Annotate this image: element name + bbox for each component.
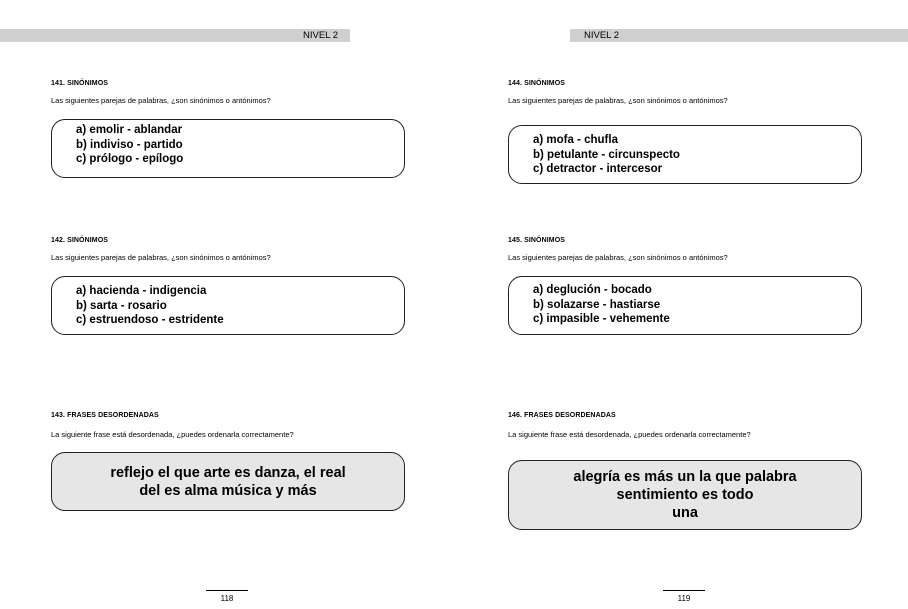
option-c: c) prólogo - epílogo (76, 153, 184, 165)
phrase-line: sentimiento es todo (616, 487, 754, 503)
level-label: NIVEL 2 (303, 30, 339, 41)
option-b: b) solazarse - hastiarse (533, 298, 661, 311)
exercise-145-heading: 145. SINÓNIMOS (508, 237, 566, 244)
option-a: a) deglución - bocado (533, 284, 652, 296)
option-b: b) sarta - rosario (76, 299, 167, 312)
exercise-143-heading: 143. FRASES DESORDENADAS (51, 412, 159, 419)
exercise-143-phrase-box (51, 452, 405, 511)
phrase-line: del es alma música y más (139, 482, 317, 499)
level-label: NIVEL 2 (584, 30, 620, 41)
option-b: b) indiviso - partido (76, 138, 183, 151)
exercise-146-heading: 146. FRASES DESORDENADAS (508, 412, 616, 419)
exercise-146-prompt: La siguiente frase está desordenada, ¿puedes ordenarla correctamente? (508, 430, 751, 439)
option-a: a) hacienda - indigencia (76, 285, 207, 297)
option-c: c) impasible - vehemente (533, 313, 670, 325)
exercise-144-options-box (508, 125, 862, 184)
exercise-145-options-box (508, 276, 862, 335)
exercise-143-prompt: La siguiente frase está desordenada, ¿puedes ordenarla correctamente? (51, 430, 294, 439)
phrase-line: reflejo el que arte es danza, el real (110, 464, 346, 481)
footer-rule (663, 590, 705, 591)
exercise-142-options-box (51, 276, 405, 335)
exercise-146-phrase-box (508, 460, 862, 530)
phrase-line: alegría es más un la que palabra (573, 469, 797, 485)
exercise-141-heading: 141. SINÓNIMOS (51, 80, 109, 87)
exercise-144-heading: 144. SINÓNIMOS (508, 80, 566, 87)
right-page (454, 0, 908, 609)
exercise-142-heading: 142. SINÓNIMOS (51, 237, 109, 244)
option-c: c) estruendoso - estridente (76, 314, 224, 326)
option-c: c) detractor - intercesor (533, 163, 663, 175)
footer-rule (206, 590, 248, 591)
page-number: 118 (220, 594, 234, 603)
level-header (0, 29, 350, 42)
exercise-141-prompt: Las siguientes parejas de palabras, ¿son sinónimos o antónimos? (51, 96, 271, 105)
page-number: 119 (677, 594, 691, 603)
option-a: a) emolir - ablandar (76, 124, 183, 136)
exercise-141-options-box (51, 119, 405, 178)
option-b: b) petulante - circunspecto (533, 148, 680, 161)
exercise-142-prompt: Las siguientes parejas de palabras, ¿son sinónimos o antónimos? (51, 253, 271, 262)
exercise-145-prompt: Las siguientes parejas de palabras, ¿son sinónimos o antónimos? (508, 253, 728, 262)
option-a: a) mofa - chufla (533, 134, 618, 146)
level-header (570, 29, 908, 42)
phrase-line: una (672, 505, 698, 521)
exercise-144-prompt: Las siguientes parejas de palabras, ¿son sinónimos o antónimos? (508, 96, 728, 105)
